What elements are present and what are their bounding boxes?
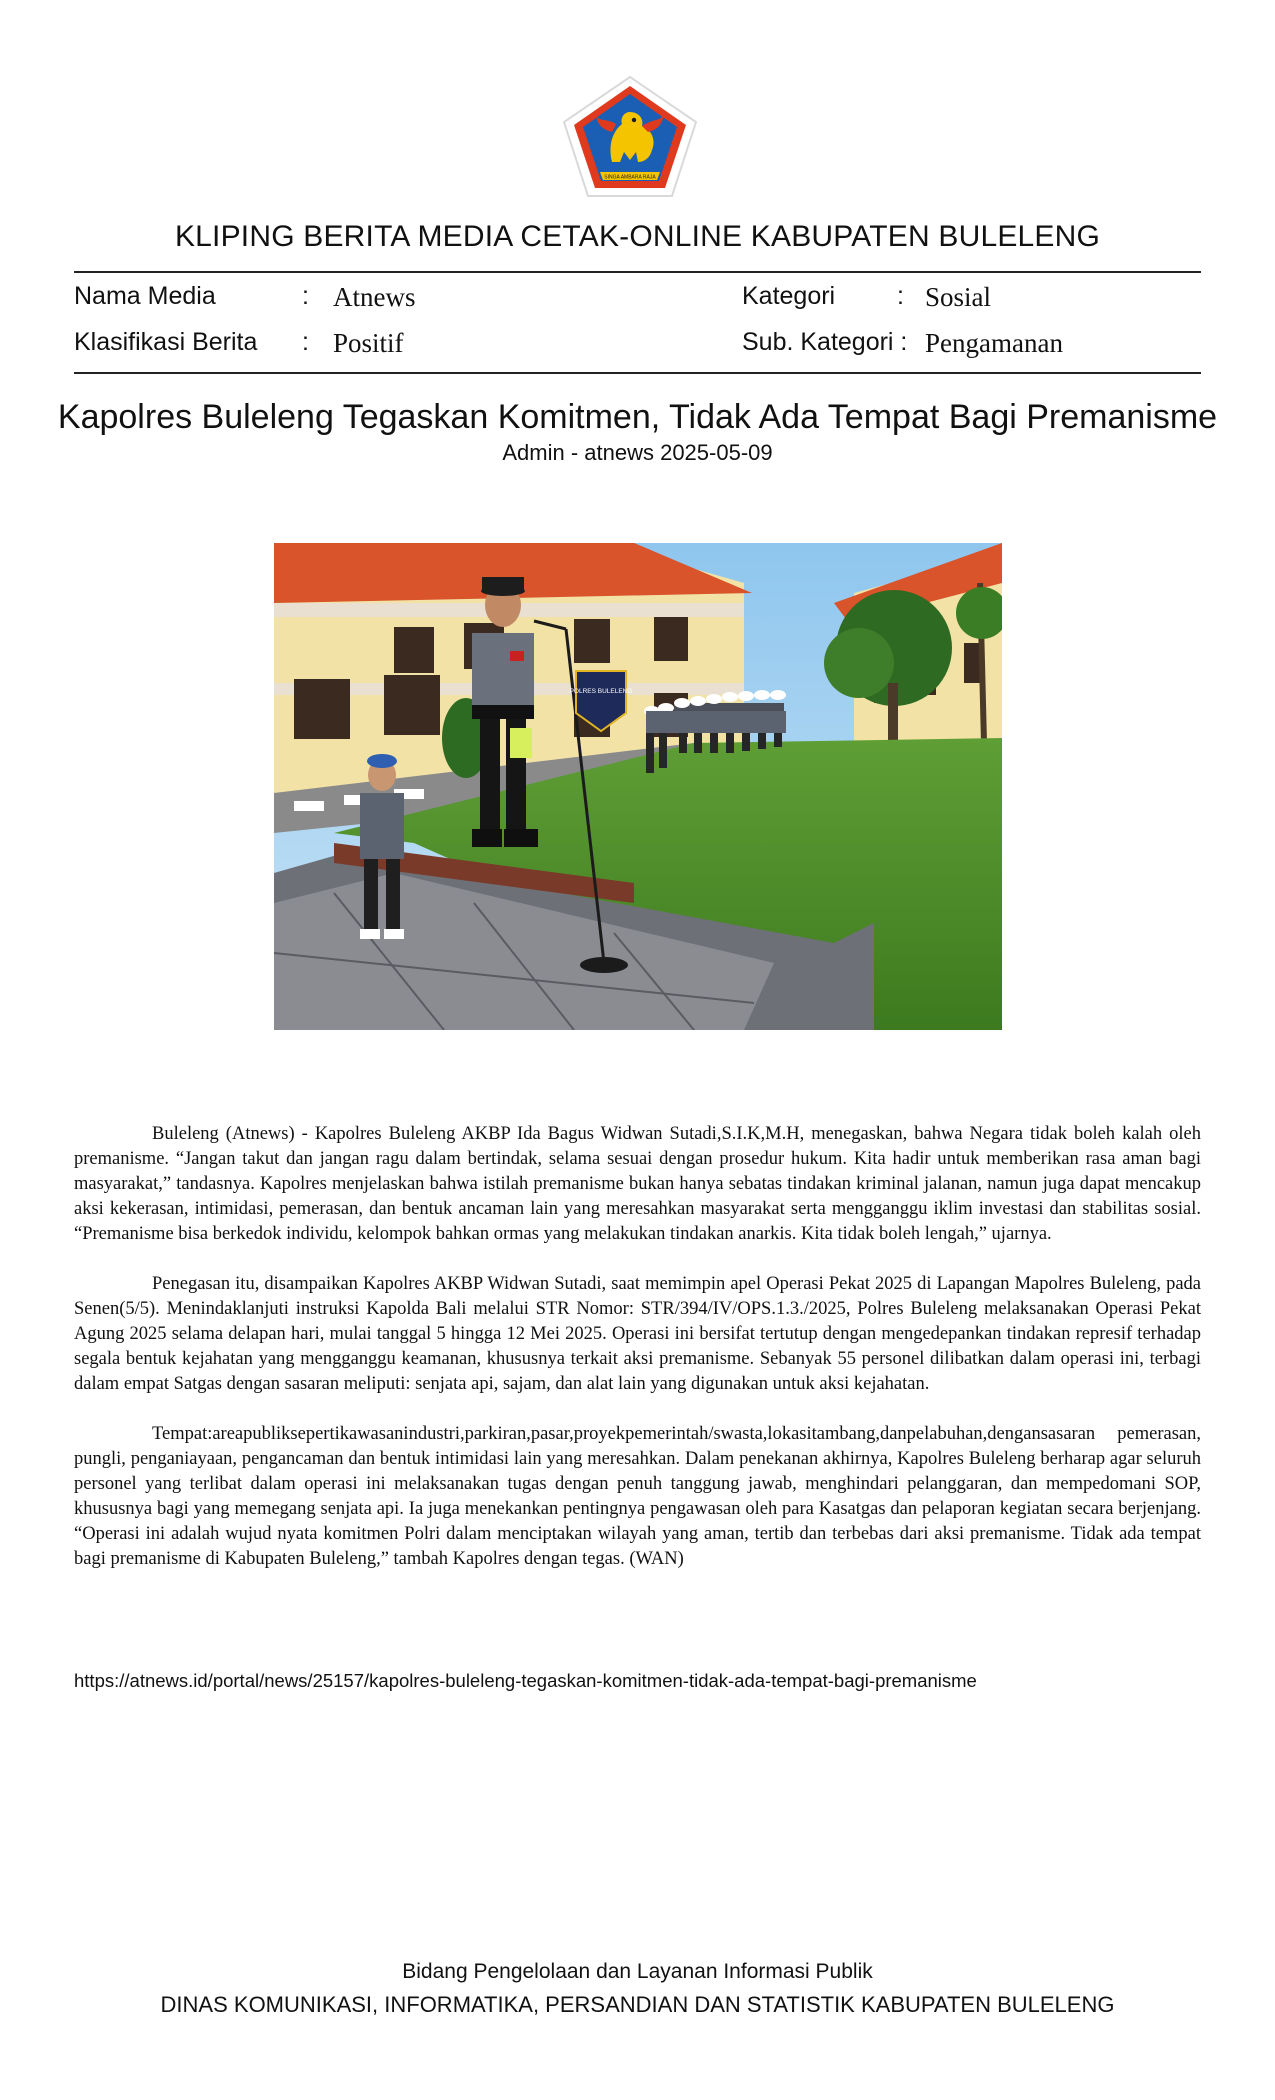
media-label: Nama Media [74,282,216,310]
footer-department: Bidang Pengelolaan dan Layanan Informasi Publik [402,1960,873,1983]
podium-badge-text: POLRES BULELENG [569,688,633,695]
police-crest-icon [560,74,700,200]
kategori-label: Kategori [742,282,836,310]
kategori-colon: : [897,282,904,310]
media-colon: : [302,282,309,310]
logo-motto: SINGA AMBARA RAJA [604,174,656,181]
subkategori-label: Sub. Kategori : [742,328,908,356]
article-body [74,1122,1201,1597]
header-divider-top [74,271,1201,273]
klasifikasi-value: Positif [333,328,404,358]
clipping-header-title: KLIPING BERITA MEDIA CETAK-ONLINE KABUPATEN BULELENG [174,220,1101,253]
police-crest-logo [560,74,700,200]
kategori-value: Sosial [925,282,992,312]
article-title: Kapolres Buleleng Tegaskan Komitmen, Tidak Ada Tempat Bagi Premanisme [57,398,1218,436]
klasifikasi-label: Klasifikasi Berita [74,328,258,356]
article-photo [274,543,1002,1030]
source-url: https://atnews.id/portal/news/25157/kapolres-buleleng-tegaskan-komitmen-tidak-ada-tempat-bagi-premanisme [74,1670,977,1691]
header-divider-bottom [74,372,1201,374]
klasifikasi-colon: : [302,328,309,356]
footer-agency: DINAS KOMUNIKASI, INFORMATIKA, PERSANDIAN DAN STATISTIK KABUPATEN BULELENG [160,1992,1115,2017]
media-value: Atnews [333,282,416,312]
article-paragraph: Buleleng (Atnews) - Kapolres Buleleng AKBP Ida Bagus Widwan Sutadi,S.I.K,M.H, menegaskan, bahwa Negara tidak boleh kalah oleh premanisme. “Jangan takut dan jangan ragu dalam bertindak, selama sesuai dengan prosedur hukum. Kita hadir untuk memberikan rasa aman bagi masyarakat,” tandasnya. Kapolres menjelaskan bahwa istilah premanisme bukan hanya sebatas tindakan kriminal jalanan, namun juga dapat mencakup aksi kekerasan, intimidasi, pemerasan, dan bentuk ancaman lain yang meresahkan masyarakat serta mengganggu iklim investasi dan stabilitas sosial. “Premanisme bisa berkedok individu, kelompok bahkan ormas yang melakukan tindakan anarkis. Kita tidak boleh lengah,” ujarnya. [74,1124,1201,1244]
subkategori-value: Pengamanan [925,328,1063,358]
article-byline: Admin - atnews 2025-05-09 [502,440,773,465]
article-paragraph: Tempat:areapubliksepertikawasanindustri,parkiran,pasar,proyekpemerintah/swasta,lokasitambang,danpelabuhan,dengansasaran pemerasan, pungli, penganiayaan, pengancaman dan bentuk intimidasi lain yang meresahkan. Dalam penekanan akhirnya, Kapolres Buleleng berharap agar seluruh personel yang terlibat dalam operasi ini melaksanakan tugas dengan penuh tanggung jawab, menghindari pelanggaran, dan mempedomani SOP, khususnya bagi yang memegang senjata api. Ia juga menekankan pentingnya pengawasan oleh para Kasatgas dan pelaporan kegiatan secara berjenjang. “Operasi ini adalah wujud nyata komitmen Polri dalam menciptakan wilayah yang aman, tertib dan terbebas dari aksi premanisme. Tidak ada tempat bagi premanisme di Kabupaten Buleleng,” tambah Kapolres dengan tegas. (WAN) [74,1424,1201,1569]
article-paragraph: Penegasan itu, disampaikan Kapolres AKBP Widwan Sutadi, saat memimpin apel Operasi Pekat 2025 di Lapangan Mapolres Buleleng, pada Senen(5/5). Menindaklanjuti instruksi Kapolda Bali melalui STR Nomor: STR/394/IV/OPS.1.3./2025, Polres Buleleng melaksanakan Operasi Pekat Agung 2025 selama delapan hari, mulai tanggal 5 hingga 12 Mei 2025. Operasi ini bersifat tertutup dengan mengedepankan tindakan represif terhadap segala bentuk kejahatan yang mengganggu keamanan, khususnya terkait aksi premanisme. Sebanyak 55 personel dilibatkan dalam operasi ini, terbagi dalam empat Satgas dengan sasaran meliputi: senjata api, sajam, dan alat lain yang digunakan untuk aksi kejahatan. [74,1274,1201,1394]
